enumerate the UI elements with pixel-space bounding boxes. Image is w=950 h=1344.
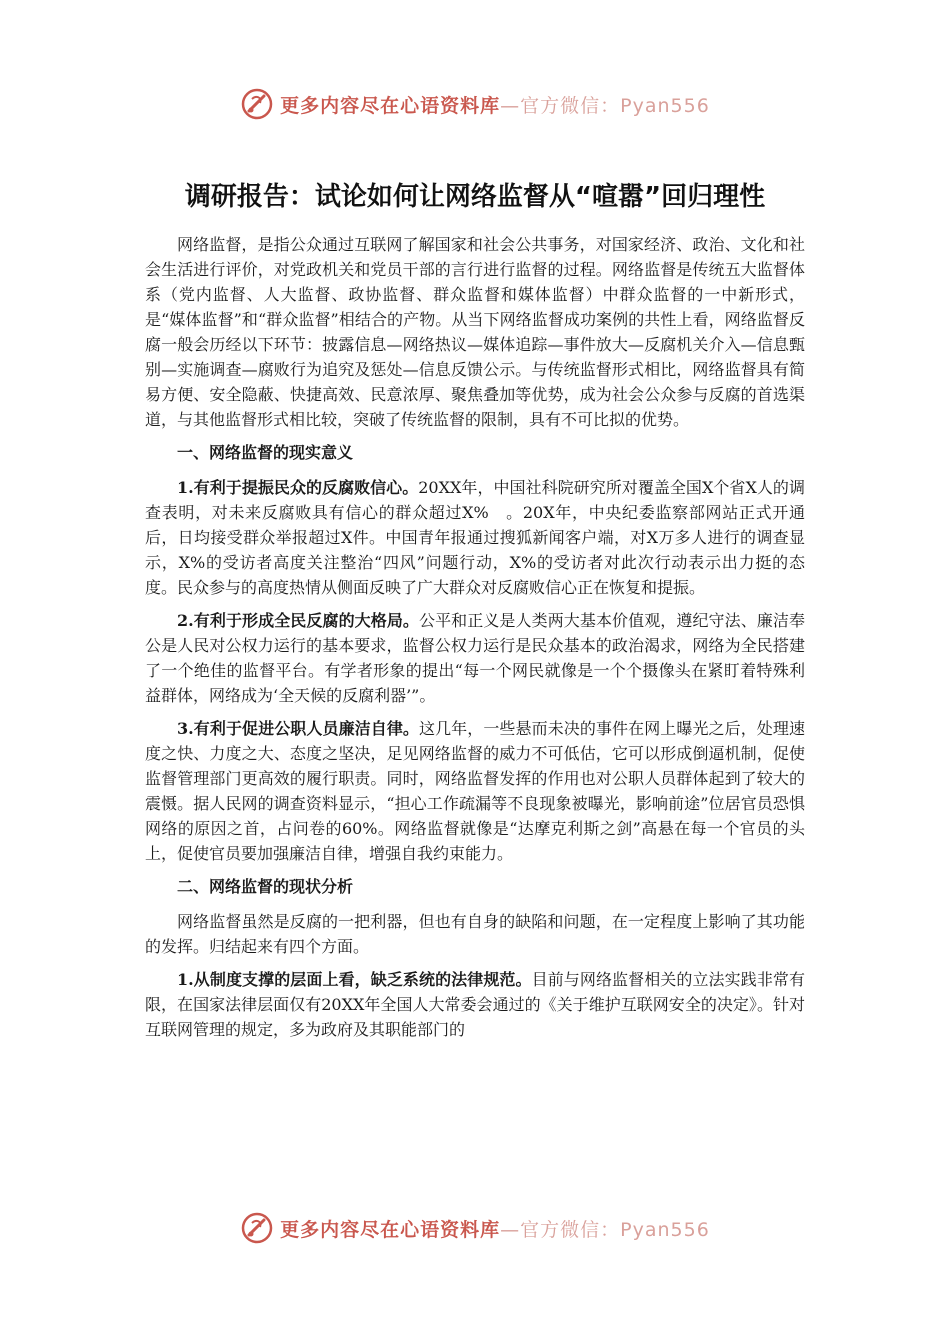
- section-heading: 一、网络监督的现实意义: [177, 443, 354, 462]
- intro-paragraph: 网络监督，是指公众通过互联网了解国家和社会公共事务，对国家经济、政治、文化和社会生活进行评价，对党政机关和党员干部的言行进行监督的过程。网络监督是传统五大监督体系（党内监督、人大监督、政协监督、群众监督和媒体监督）中群众监督的一中新形式，是“媒体监督”和“群众监督”相结合的产物。从当下网络监督成功案例的共性上看，网络监督反腐一般会历经以下环节：披露信息—网络热议—媒体追踪—事件放大—反腐机关介入—信息甄别—实施调查—腐败行为追究及惩处—信息反馈公示。与传统监督形式相比，网络监督具有简易方便、安全隐蔽、快捷高效、民意浓厚、聚焦叠加等优势，成为社会公众参与反腐的首选渠道，与其他监督形式相比较，突破了传统监督的限制，具有不可比拟的优势。: [145, 235, 805, 429]
- document-body: [145, 232, 805, 1050]
- paragraph-lead: 1.从制度支撑的层面上看，缺乏系统的法律规范。: [177, 970, 532, 989]
- paragraph-text: 这几年，一些悬而未决的事件在网上曝光之后，处理速度之快、力度之大、态度之坚决，足见网络监督的威力不可低估，它可以形成倒逼机制，促使监督管理部门更高效的履行职责。同时，网络监督发挥的作用也对公职人员群体起到了较大的震慑。据人民网的调查资料显示，“担心工作疏漏等不良现象被曝光，影响前途”位居官员恐惧网络的原因之首，占问卷的60%。网络监督就像是“达摩克利斯之剑”高悬在每一个官员的头上，促使官员要加强廉洁自律，增强自我约束能力。: [145, 719, 805, 863]
- paragraph-lead: 3.有利于促进公职人员廉洁自律。: [177, 719, 419, 738]
- paragraph-text: 目前与网络监督相关的立法实践非常有限，在国家法律层面仅有20XX年全国人大常委会通过的《关于维护互联网安全的决定》。针对互联网管理的规定，多为政府及其职能部门的: [145, 970, 805, 1039]
- paragraph: [145, 608, 805, 708]
- paragraph-lead: 2.有利于形成全民反腐的大格局。: [177, 611, 419, 630]
- section-heading: 二、网络监督的现状分析: [177, 877, 354, 896]
- paragraph-text: 20XX年，中国社科院研究所对覆盖全国X个省X人的调查表明，对未来反腐败具有信心的群众超过X% 。20X年，中央纪委监察部网站正式开通后，日均接受群众举报超过X件。中国青年报通过搜狐新闻客户端，对X万多人进行的调查显示，X%的受访者高度关注整治“四风”问题行动，X%的受访者对此次行动表示出力挺的态度。民众参与的高度热情从侧面反映了广大群众对反腐败信心正在恢复和提振。: [145, 478, 805, 597]
- paragraph: [145, 716, 805, 866]
- logo-icon: [240, 87, 274, 121]
- paragraph-text: 公平和正义是人类两大基本价值观，遵纪守法、廉洁奉公是人民对公权力运行的基本要求，监督公权力运行是民众基本的政治渴求，网络为全民搭建了一个绝佳的监督平台。有学者形象的提出“每一个网民就像是一个个摄像头在紧盯着特殊利益群体，网络成为‘全天候的反腐利器’”。: [145, 611, 805, 705]
- paragraph: [145, 475, 805, 600]
- paragraph: 网络监督虽然是反腐的一把利器，但也有自身的缺陷和问题，在一定程度上影响了其功能的发挥。归结起来有四个方面。: [145, 912, 805, 956]
- footer-banner: [0, 1208, 950, 1248]
- page-title: 调研报告：试论如何让网络监督从“喧嚣”回归理性: [184, 182, 766, 212]
- paragraph: [145, 967, 805, 1042]
- logo-icon: [240, 1211, 274, 1245]
- banner-text: 更多内容尽在心语资料库—官方微信：Pyan556: [280, 94, 710, 117]
- banner-text: 更多内容尽在心语资料库—官方微信：Pyan556: [280, 1218, 710, 1241]
- header-banner: [0, 84, 950, 124]
- paragraph-lead: 1.有利于提振民众的反腐败信心。: [177, 478, 419, 497]
